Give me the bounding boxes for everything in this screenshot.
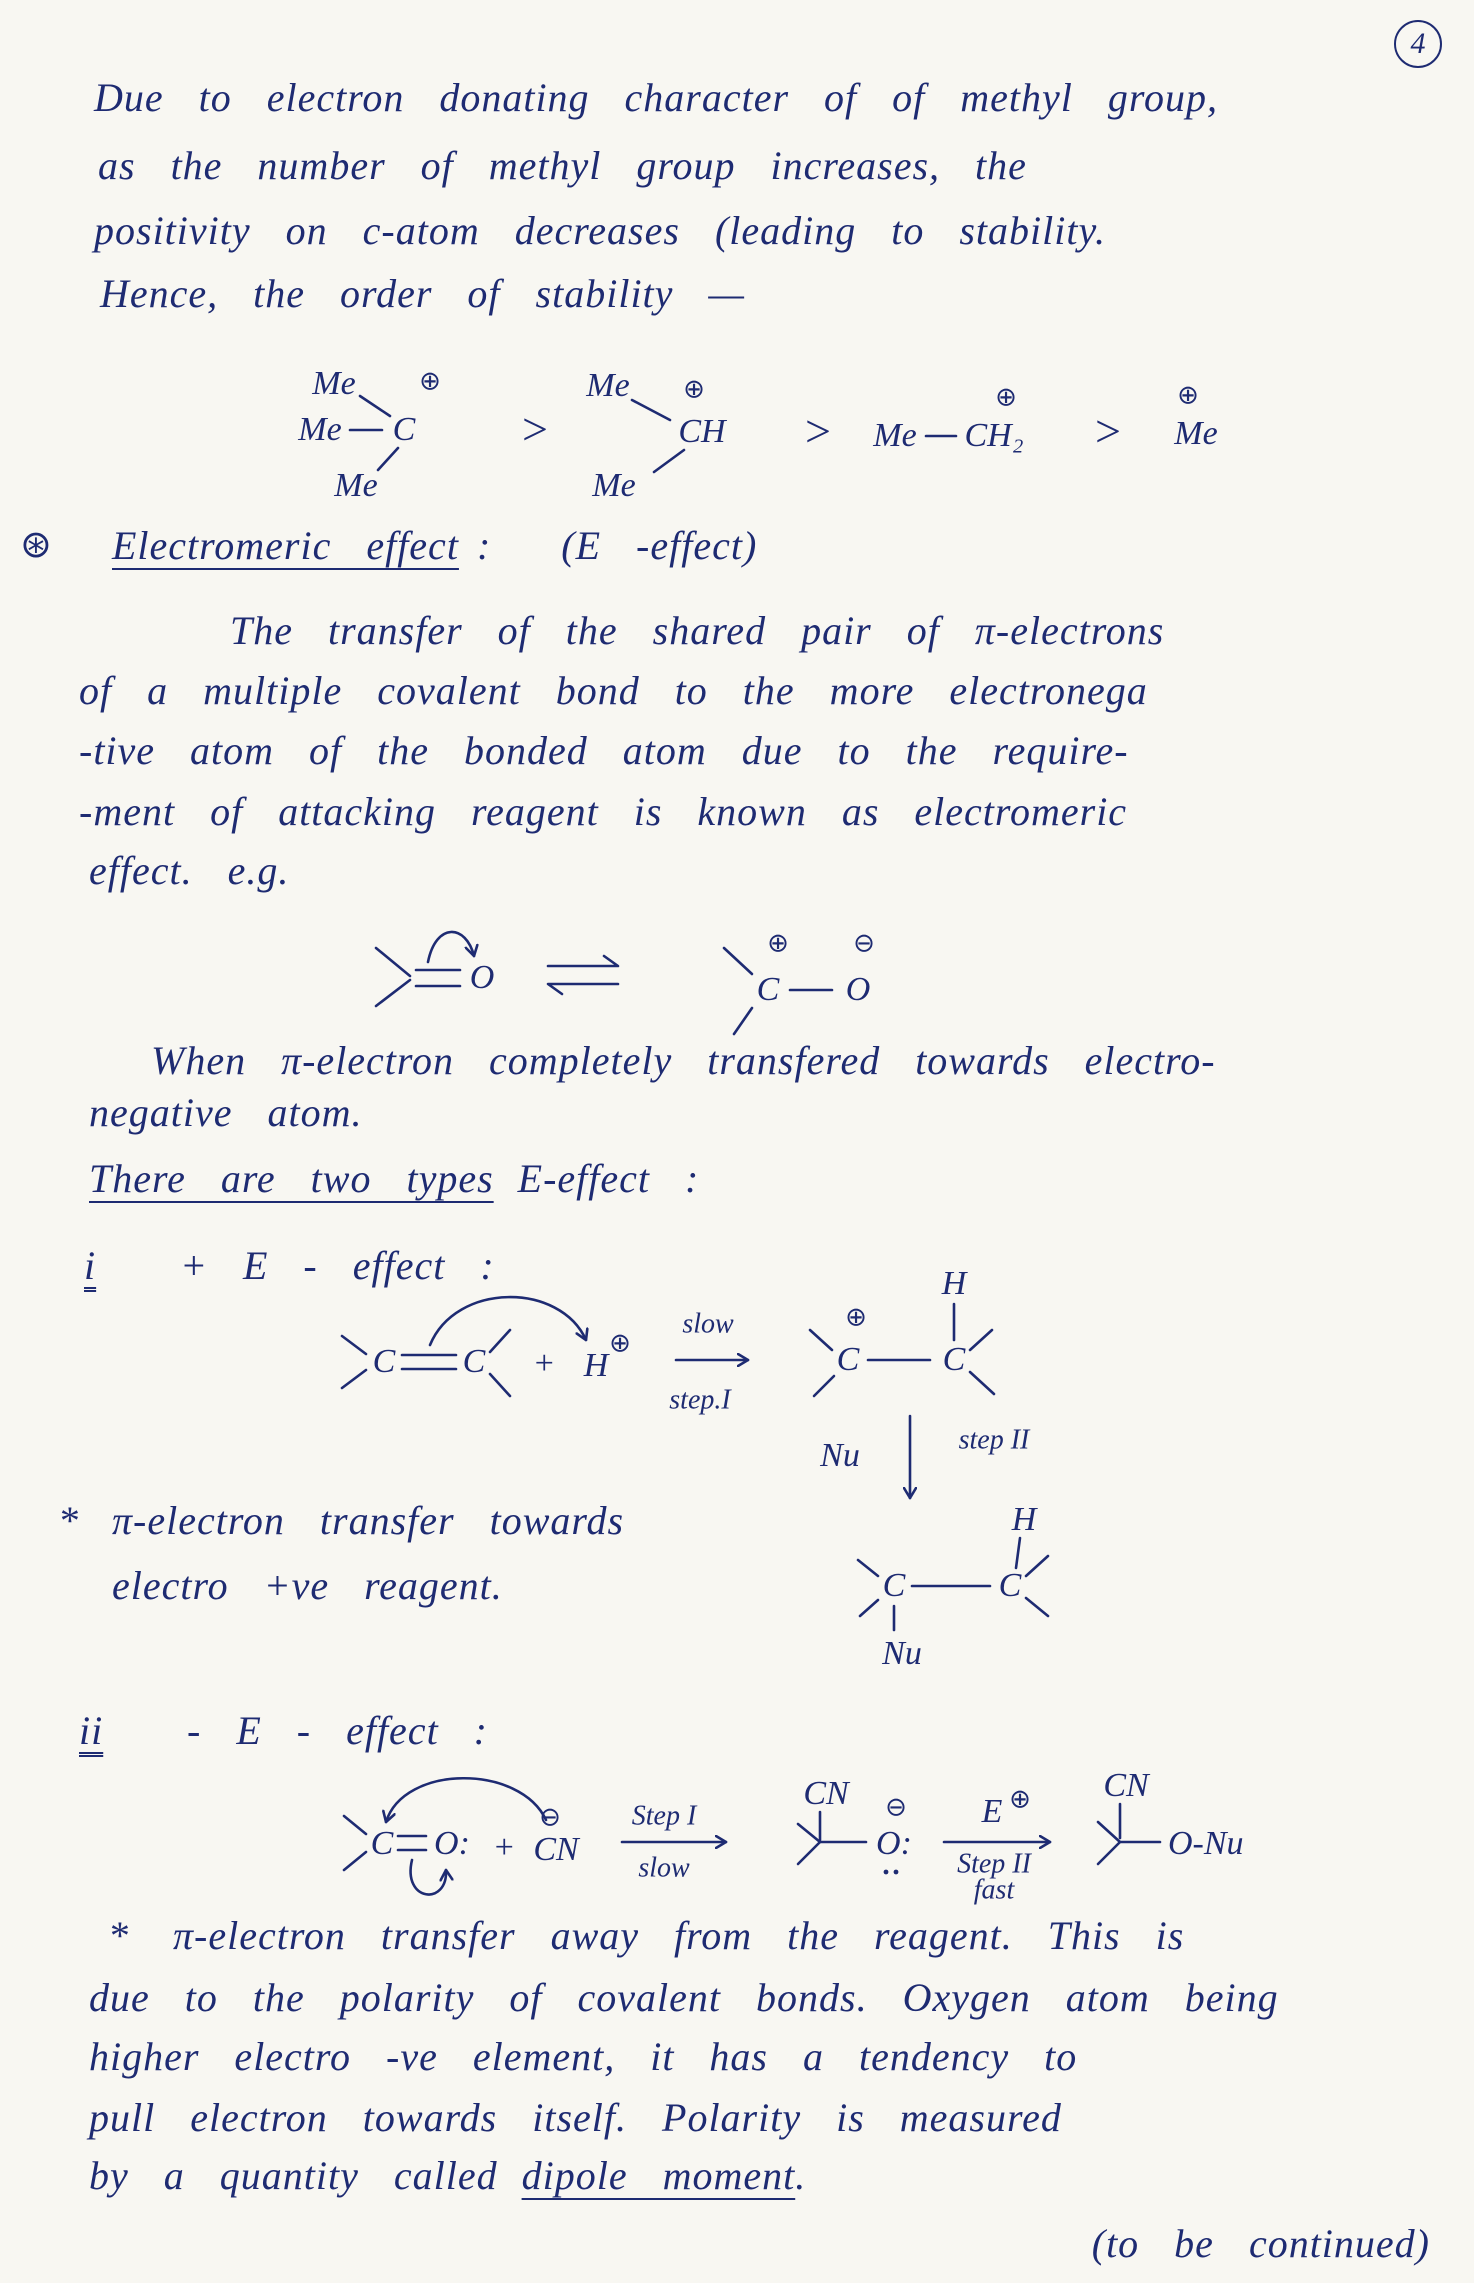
positive-charge-symbol: ⊕ bbox=[609, 1328, 631, 1359]
product-group-label: O-Nu bbox=[1168, 1824, 1244, 1862]
bond-line bbox=[342, 1336, 366, 1354]
bond-line bbox=[378, 448, 398, 470]
carbon-label: C bbox=[462, 1342, 486, 1380]
bond-line bbox=[376, 948, 410, 976]
oxygen-label: O bbox=[469, 958, 495, 996]
intro-line: as the number of methyl group increases, the bbox=[98, 143, 1027, 188]
definition-line: -tive atom of the bonded atom due to the require- bbox=[79, 728, 1129, 773]
example-note-line: negative atom. bbox=[89, 1090, 363, 1135]
plus-e-title: + E - effect : bbox=[180, 1243, 495, 1288]
heading-text: Electromeric effect bbox=[112, 523, 459, 568]
positive-charge-symbol: ⊕ bbox=[845, 1302, 867, 1333]
carbon-label: CH bbox=[678, 412, 726, 450]
bond-line bbox=[860, 1600, 878, 1616]
substituent-label: Me bbox=[873, 416, 917, 454]
bond-line bbox=[1026, 1598, 1048, 1616]
bond-line bbox=[970, 1372, 994, 1394]
bond-line bbox=[798, 1842, 820, 1864]
bond-line bbox=[376, 980, 410, 1006]
bond-line bbox=[654, 450, 684, 472]
bond-line bbox=[734, 1008, 752, 1034]
bond-line bbox=[344, 1852, 366, 1870]
greater-than-sign: > bbox=[522, 403, 548, 455]
electrophile-label: E bbox=[981, 1792, 1003, 1830]
secondary-carbocation bbox=[585, 367, 728, 504]
definition-line: The transfer of the shared pair of π-electrons bbox=[230, 608, 1165, 653]
greater-than-sign: > bbox=[1095, 405, 1121, 457]
note-period: . bbox=[795, 2153, 807, 2198]
definition-line: effect. e.g. bbox=[89, 848, 290, 893]
primary-carbocation bbox=[872, 383, 1023, 454]
types-underlined: There are two types bbox=[89, 1156, 494, 1201]
bond-line bbox=[858, 1560, 878, 1576]
bond-line bbox=[970, 1330, 992, 1350]
section-heading bbox=[112, 522, 757, 570]
note-bullet: * bbox=[58, 1498, 79, 1543]
substituent-label: Me bbox=[586, 366, 630, 404]
substituent-label: Me bbox=[298, 410, 342, 448]
arrow-label-step: step II bbox=[958, 1424, 1030, 1456]
heading-bullet-icon: ⊛ bbox=[20, 522, 53, 566]
stability-order bbox=[297, 365, 1217, 504]
carbon-label: C bbox=[882, 1566, 906, 1604]
equilibrium-arrow-backward bbox=[548, 984, 618, 994]
carbon-label: C bbox=[372, 1342, 396, 1380]
arrow-label-bottom: slow bbox=[638, 1852, 690, 1884]
curved-arrow bbox=[430, 1297, 586, 1345]
bond-line bbox=[490, 1330, 510, 1352]
page-number: 4 bbox=[1410, 27, 1426, 60]
minus-e-reaction bbox=[344, 1767, 1244, 1906]
bond-line bbox=[342, 1370, 366, 1388]
substituent-label: Me bbox=[592, 466, 636, 504]
methyl-carbocation bbox=[1173, 381, 1217, 452]
positive-charge-symbol: ⊕ bbox=[683, 374, 705, 405]
arrow-label-bottom: fast bbox=[973, 1874, 1015, 1906]
negative-charge-symbol: ⊖ bbox=[853, 928, 875, 959]
dipole-moment-term: dipole moment bbox=[521, 2153, 796, 2198]
carbon-label: C bbox=[998, 1566, 1022, 1604]
intro-line: Due to electron donating character of of methyl group, bbox=[94, 75, 1218, 120]
carbon-label: C bbox=[836, 1340, 860, 1378]
arrow-label-top: slow bbox=[682, 1308, 734, 1340]
carbon-label: C bbox=[942, 1340, 966, 1378]
greater-than-sign: > bbox=[805, 405, 831, 457]
lone-pair-dot bbox=[894, 1870, 899, 1875]
tertiary-carbocation bbox=[297, 365, 441, 504]
nucleophile-label: Nu bbox=[820, 1436, 860, 1474]
plus-sign: + bbox=[532, 1344, 556, 1382]
carbon-label: C bbox=[756, 970, 780, 1008]
carbon-label: C bbox=[370, 1824, 394, 1862]
carbon-label: C bbox=[392, 410, 416, 448]
heading-abbrev: (E -effect) bbox=[561, 523, 758, 568]
equilibrium-arrow-forward bbox=[548, 956, 618, 966]
section-numeral: i bbox=[84, 1243, 97, 1288]
curved-arrow bbox=[386, 1778, 546, 1822]
intro-line: positivity on c-atom decreases (leading to stability. bbox=[94, 208, 1107, 253]
minus-e-note-line: π-electron transfer away from the reagent. This is bbox=[173, 1913, 1185, 1958]
example-note-line: When π-electron completely transfered towards electro- bbox=[151, 1038, 1216, 1083]
minus-e-note-line: due to the polarity of covalent bonds. Oxygen atom being bbox=[89, 1975, 1279, 2020]
bond-line bbox=[344, 1816, 366, 1834]
electromeric-example bbox=[376, 929, 875, 1035]
nucleophile-label: Nu bbox=[882, 1634, 922, 1672]
negative-charge-symbol: ⊖ bbox=[885, 1792, 907, 1823]
cyanide-label: CN bbox=[533, 1830, 579, 1868]
cyanide-label: CN bbox=[1103, 1766, 1149, 1804]
oxygen-label: O: bbox=[434, 1824, 470, 1862]
lone-pair-dot bbox=[884, 1870, 889, 1875]
definition-line: of a multiple covalent bond to the more electronega bbox=[79, 668, 1148, 713]
arrow-label-bottom: step.I bbox=[669, 1384, 731, 1416]
hydrogen-label: H bbox=[1011, 1500, 1037, 1538]
curved-arrow bbox=[428, 932, 474, 962]
bond-line bbox=[1016, 1538, 1020, 1568]
plus-e-reaction bbox=[342, 1265, 1048, 1672]
positive-charge-symbol: ⊕ bbox=[1177, 380, 1199, 411]
bond-line bbox=[810, 1330, 832, 1350]
bond-line bbox=[490, 1374, 510, 1396]
intro-line: Hence, the order of stability — bbox=[100, 271, 745, 316]
bond-line bbox=[1098, 1822, 1120, 1842]
minus-e-note-line: higher electro -ve element, it has a tendency to bbox=[89, 2034, 1078, 2079]
minus-e-note-line bbox=[89, 2152, 806, 2200]
minus-e-note-line: pull electron towards itself. Polarity is measured bbox=[89, 2095, 1062, 2140]
types-intro bbox=[89, 1155, 699, 1203]
bond-line bbox=[1026, 1556, 1048, 1576]
bond-line bbox=[360, 396, 390, 416]
oxygen-label: O bbox=[845, 970, 871, 1008]
heading-colon: : bbox=[476, 523, 492, 568]
note-bullet: * bbox=[108, 1913, 129, 1958]
curved-arrow bbox=[411, 1860, 446, 1894]
bond-line bbox=[814, 1376, 834, 1396]
bond-line bbox=[632, 400, 670, 420]
minus-e-title: - E - effect : bbox=[187, 1708, 488, 1753]
substituent-label: Me bbox=[334, 466, 378, 504]
hydrogen-label: H bbox=[583, 1346, 609, 1384]
note-text: by a quantity called bbox=[89, 2153, 498, 2198]
bond-line bbox=[724, 948, 752, 974]
plus-e-note-line: electro +ve reagent. bbox=[112, 1563, 503, 1608]
page-number-badge bbox=[1394, 20, 1442, 68]
hydrogen-label: H bbox=[941, 1264, 967, 1302]
carbon-label: Me bbox=[1174, 414, 1218, 452]
oxygen-label: O: bbox=[876, 1824, 912, 1862]
continued-note: (to be continued) bbox=[1091, 2221, 1430, 2266]
bond-line bbox=[798, 1824, 820, 1842]
positive-charge-symbol: ⊕ bbox=[995, 382, 1017, 413]
cyanide-label: CN bbox=[803, 1774, 849, 1812]
carbon-label: CH₂ bbox=[964, 416, 1024, 454]
arrow-label-top: Step I bbox=[631, 1800, 697, 1832]
plus-sign: + bbox=[492, 1828, 516, 1866]
positive-charge-symbol: ⊕ bbox=[1009, 1784, 1031, 1815]
bond-line bbox=[1098, 1842, 1120, 1864]
positive-charge-symbol: ⊕ bbox=[767, 928, 789, 959]
plus-e-note-line: π-electron transfer towards bbox=[112, 1498, 625, 1543]
types-rest: E-effect : bbox=[517, 1156, 700, 1201]
definition-line: -ment of attacking reagent is known as electromeric bbox=[79, 789, 1128, 834]
negative-charge-symbol: ⊖ bbox=[539, 1802, 561, 1833]
section-numeral: ii bbox=[79, 1708, 104, 1753]
positive-charge-symbol: ⊕ bbox=[419, 366, 441, 397]
arrow-label-bottom: Step II bbox=[957, 1848, 1031, 1880]
substituent-label: Me bbox=[312, 364, 356, 402]
